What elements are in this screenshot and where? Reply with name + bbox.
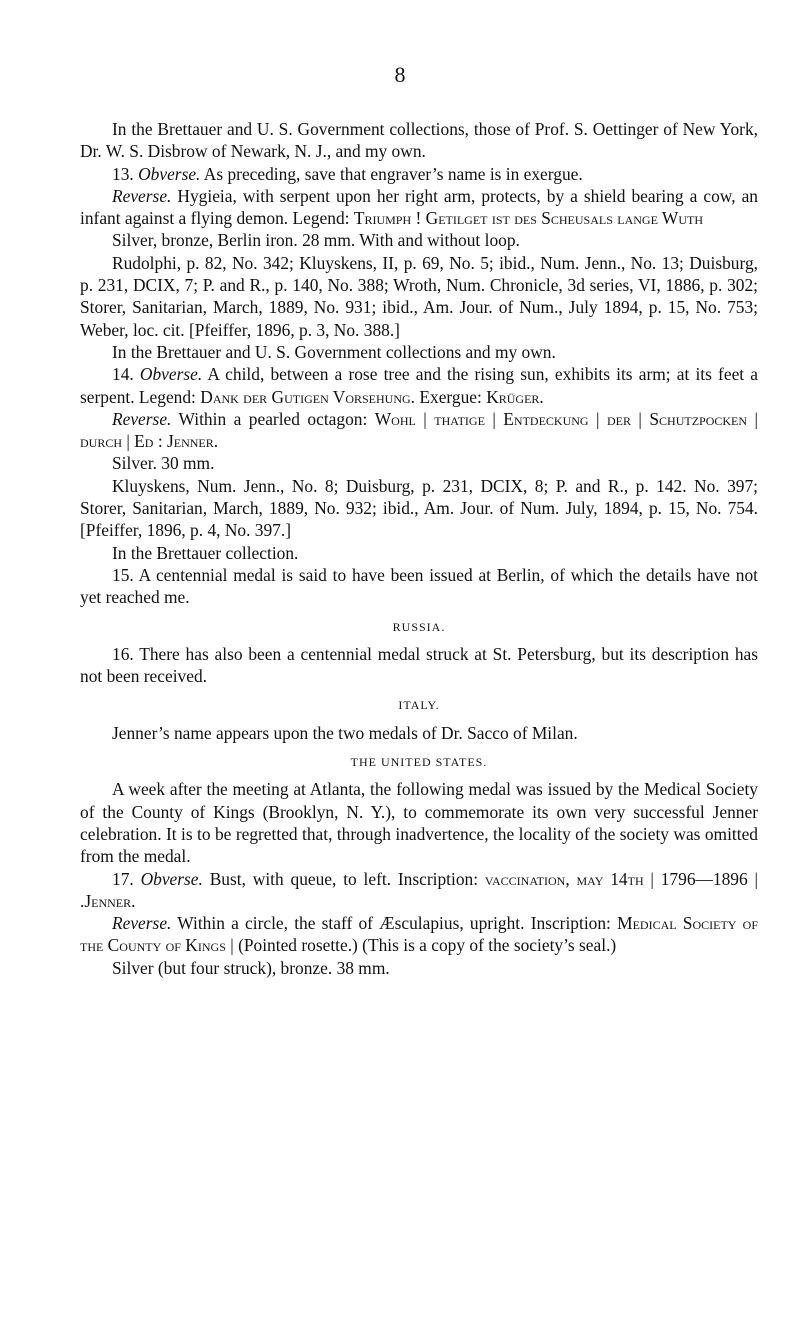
- description: A child, between a rose tree and the rising sun, exhibits its arm; at its feet a serpent. Legend:: [80, 364, 758, 407]
- description: Hygieia, with serpent upon her right arm, protects, by a shield bearing a cow, an infant against a flying demon. Legend:: [80, 185, 758, 229]
- entry-number: 14.: [112, 364, 134, 385]
- body-text: [80, 118, 758, 979]
- reverse-label: Reverse.: [112, 408, 172, 429]
- entry-14-obverse: [80, 363, 758, 408]
- paragraph: In the Brettauer and U. S. Government collections, those of Prof. S. Oettinger of New York, Dr. W. S. Disbrow of Newark, N. J., and my own.: [80, 119, 758, 162]
- italy-paragraph: Jenner’s name appears upon the two medals of Dr. Sacco of Milan.: [112, 722, 578, 743]
- entry-17-details: Silver (but four struck), bronze. 38 mm.: [112, 957, 390, 978]
- entry-14-references: Kluyskens, Num. Jenn., No. 8; Duisburg, p. 231, DCIX, 8; P. and R., p. 142. No. 397; Storer, Sanitarian, March, 1889, No. 932; ibid., Am. Jour. of Num. July, 1894, p. 15, No. 754. [Pfeiffer, 1896, p. 4, No. 397.]: [80, 475, 758, 541]
- entry-14-details: Silver. 30 mm.: [112, 453, 215, 474]
- entry-15: 15. A centennial medal is said to have been issued at Berlin, of which the details have not yet reached me.: [80, 564, 758, 608]
- legend: Medical Society of the County of Kings |: [80, 913, 758, 956]
- entry-17-reverse: [80, 912, 758, 957]
- exergue-label: Exergue:: [419, 386, 482, 407]
- entry-17-obverse: [80, 868, 758, 913]
- reverse-label: Reverse.: [112, 185, 172, 206]
- entry-14-collections: In the Brettauer collection.: [112, 542, 299, 563]
- reverse-label: Reverse.: [112, 913, 172, 934]
- entry-13-references: Rudolphi, p. 82, No. 342; Kluyskens, II, p. 69, No. 5; ibid., Num. Jenn., No. 13; Duisburg, p. 231, DCIX, 7; P. and R., p. 140, No. 388; Wroth, Num. Chronicle, 3d series, VI, 1886, p. 302; Storer, Sanitarian, March, 1889, No. 931; ibid., Am. Jour. of Num., July 1894, p. 15, No. 753; Weber, loc. cit. [Pfeiffer, 1896, p. 3, No. 388.]: [80, 252, 758, 340]
- legend: Wohl | thatige | Entdeckung | der | Schutzpocken | durch | Ed : Jenner.: [80, 408, 758, 452]
- entry-number: 13.: [112, 163, 134, 184]
- heading-italy: ITALY.: [398, 698, 440, 713]
- entry-number: 17.: [112, 868, 134, 889]
- description: Within a circle, the staff of Æsculapius, upright. Inscription:: [177, 913, 611, 934]
- exergue: Krüger.: [486, 386, 544, 407]
- legend: Triumph ! Getilget ist des Scheusals lange Wuth: [353, 208, 704, 229]
- heading-russia: RUSSIA.: [392, 619, 446, 634]
- entry-13-details: Silver, bronze, Berlin iron. 28 mm. With and without loop.: [112, 230, 520, 251]
- legend: Dank der Gutigen Vorsehung.: [200, 386, 416, 407]
- page-number: 8: [394, 62, 406, 87]
- obverse-label: Obverse.: [138, 163, 201, 184]
- legend: vaccination, may 14th | 1796—1896 | .Jenner.: [80, 868, 758, 911]
- entry-16: 16. There has also been a centennial medal struck at St. Petersburg, but its description has not been received.: [80, 643, 758, 687]
- note: (Pointed rosette.) (This is a copy of the society’s seal.): [238, 935, 617, 956]
- heading-united-states: THE UNITED STATES.: [350, 755, 488, 770]
- us-paragraph: A week after the meeting at Atlanta, the following medal was issued by the Medical Society of the County of Kings (Brooklyn, N. Y.), to commemorate its own very successful Jenner celebration. It is to be regretted that, through inadvertence, the locality of the society was omitted from the medal.: [80, 779, 758, 867]
- entry-14-reverse: [80, 408, 758, 453]
- description: Within a pearled octagon:: [178, 408, 368, 429]
- description: As preceding, save that engraver’s name is in exergue.: [203, 163, 583, 184]
- entry-13-obverse: [80, 163, 758, 185]
- description: Bust, with queue, to left. Inscription:: [209, 868, 479, 889]
- entry-13-reverse: [80, 185, 758, 230]
- entry-13-collections: In the Brettauer and U. S. Government collections and my own.: [112, 341, 556, 362]
- obverse-label: Obverse.: [139, 364, 203, 385]
- obverse-label: Obverse.: [140, 868, 203, 889]
